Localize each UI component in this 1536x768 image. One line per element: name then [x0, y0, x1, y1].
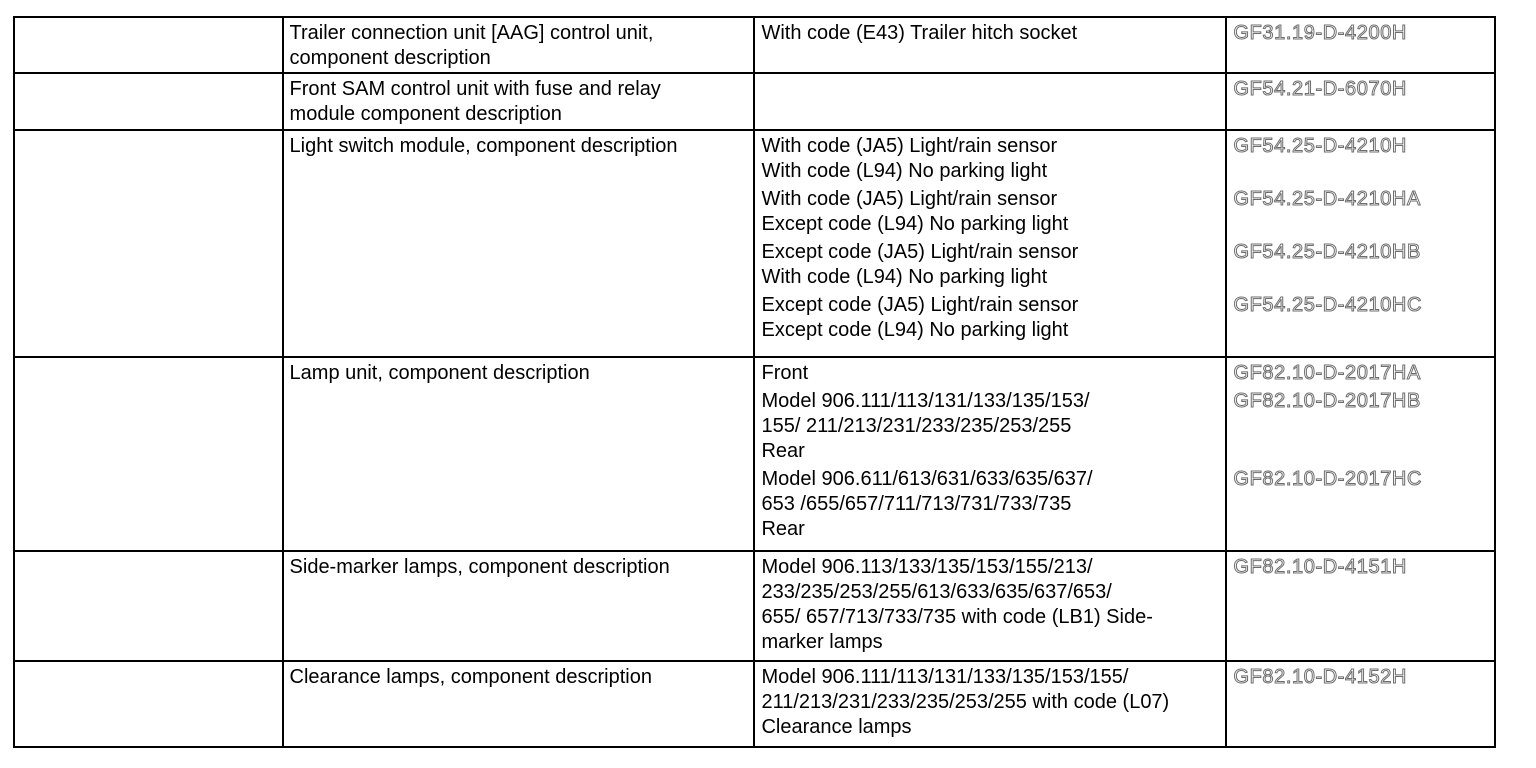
document-code-link[interactable]: GF31.19-D-4200H [1233, 22, 1407, 44]
document-code-link[interactable]: GF82.10-D-2017HC [1233, 468, 1423, 490]
table-body [14, 17, 1495, 747]
condition-text: Model 906.113/133/135/153/155/213/ 233/235/253/255/613/633/635/637/653/ 655/ 657/713/733/735 with code (LB1) Side- marker lamps [761, 556, 1153, 653]
document-code-cell [1226, 130, 1495, 357]
empty-cell [14, 357, 283, 551]
table-row [14, 357, 1495, 551]
document-code-cell [1226, 17, 1495, 73]
component-description: Trailer connection unit [AAG] control unit, component description [289, 22, 654, 69]
component-cell [283, 357, 755, 551]
component-cell [283, 551, 755, 661]
condition-text [755, 74, 1225, 77]
condition-cell [754, 130, 1226, 357]
component-description: Light switch module, component description [289, 135, 678, 157]
empty-cell [14, 17, 283, 73]
document-code-link[interactable]: GF54.25-D-4210H [1233, 135, 1407, 157]
empty-cell [14, 661, 283, 747]
component-description: Clearance lamps, component description [289, 666, 652, 688]
condition-text: Model 906.111/113/131/133/135/153/155/ 211/213/231/233/235/253/255 with code (L07) Clearance lamps [761, 666, 1170, 738]
condition-text: Model 906.111/113/131/133/135/153/ 155/ 211/213/231/233/235/253/255 Rear [761, 390, 1090, 462]
document-code-link[interactable]: GF54.25-D-4210HC [1233, 294, 1423, 316]
condition-cell [754, 551, 1226, 661]
document-code-cell [1226, 661, 1495, 747]
condition-text: Model 906.611/613/631/633/635/637/ 653 /655/657/711/713/731/733/735 Rear [761, 468, 1093, 540]
condition-cell [754, 357, 1226, 551]
empty-cell [14, 73, 283, 130]
component-cell [283, 73, 755, 130]
document-code-link[interactable]: GF82.10-D-2017HA [1233, 362, 1421, 384]
document-code-link[interactable]: GF54.25-D-4210HA [1233, 188, 1421, 210]
document-code-link[interactable]: GF82.10-D-2017HB [1233, 390, 1421, 412]
table-row [14, 551, 1495, 661]
document-code-link[interactable]: GF54.25-D-4210HB [1233, 241, 1421, 263]
table-row [14, 130, 1495, 357]
component-cell [283, 130, 755, 357]
document-code-link[interactable]: GF54.21-D-6070H [1233, 78, 1407, 100]
document-code-link[interactable]: GF82.10-D-4151H [1233, 556, 1407, 578]
table-row [14, 73, 1495, 130]
document-code-cell [1226, 73, 1495, 130]
condition-text: Except code (JA5) Light/rain sensor Except code (L94) No parking light [761, 294, 1079, 341]
table-row [14, 17, 1495, 73]
document-code-cell [1226, 357, 1495, 551]
condition-text: Except code (JA5) Light/rain sensor With code (L94) No parking light [761, 241, 1079, 288]
condition-cell [754, 73, 1226, 130]
condition-text: With code (JA5) Light/rain sensor With code (L94) No parking light [761, 135, 1058, 182]
table-row [14, 661, 1495, 747]
condition-text: With code (JA5) Light/rain sensor Except code (L94) No parking light [761, 188, 1069, 235]
component-description: Side-marker lamps, component description [289, 556, 670, 578]
component-description: Front SAM control unit with fuse and relay module component description [289, 78, 661, 125]
empty-cell [14, 130, 283, 357]
component-table [13, 16, 1496, 748]
document-code-cell [1226, 551, 1495, 661]
component-description: Lamp unit, component description [289, 362, 590, 384]
condition-text: With code (E43) Trailer hitch socket [761, 22, 1078, 44]
document-code-link[interactable]: GF82.10-D-4152H [1233, 666, 1407, 688]
component-cell [283, 661, 755, 747]
condition-cell [754, 17, 1226, 73]
empty-cell [14, 551, 283, 661]
condition-text: Front [761, 362, 809, 384]
condition-cell [754, 661, 1226, 747]
component-cell [283, 17, 755, 73]
